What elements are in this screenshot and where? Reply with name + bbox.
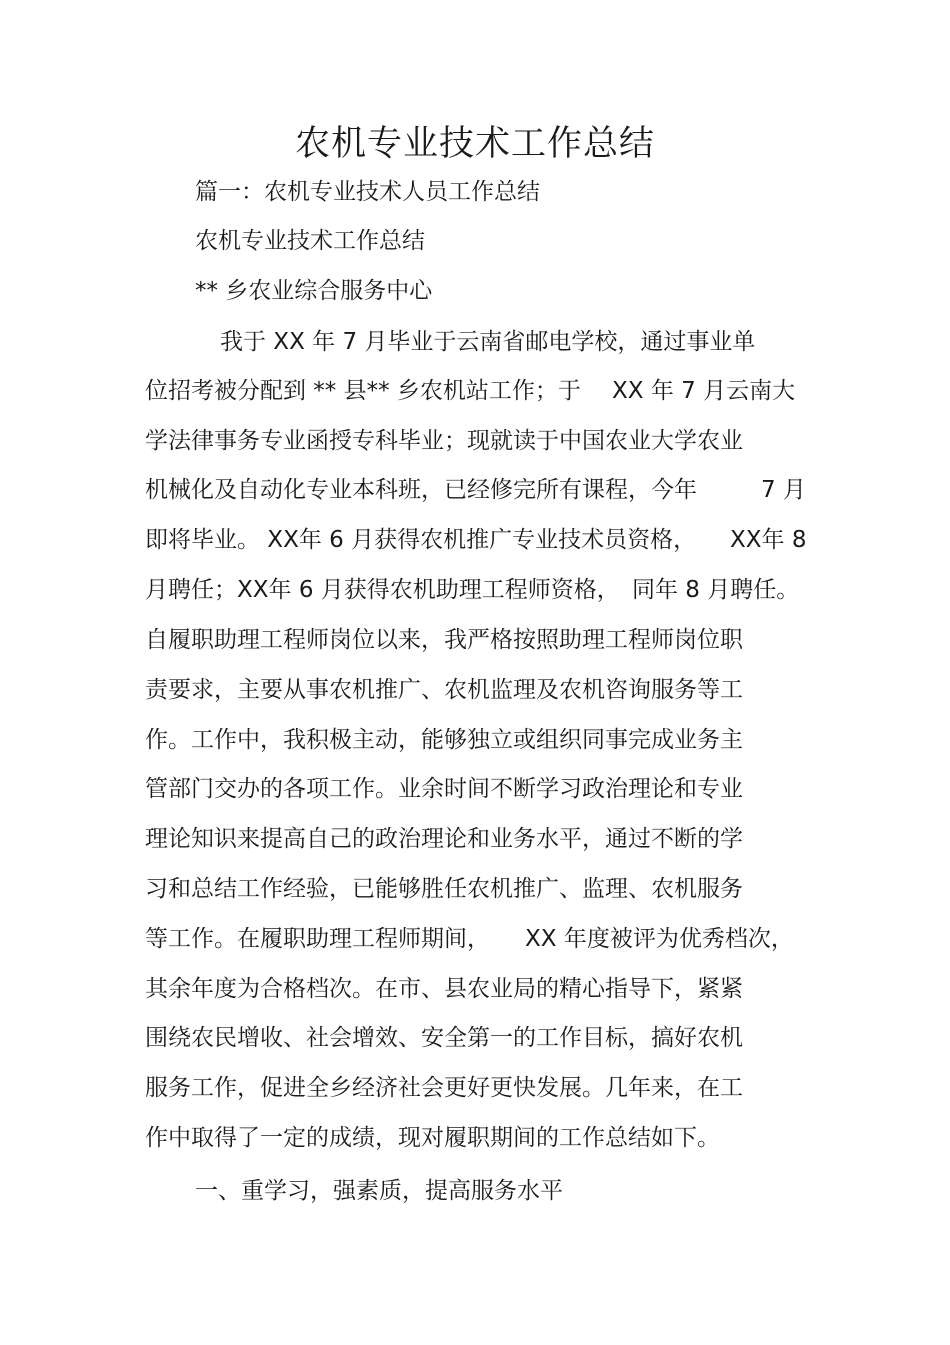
- text-segment: 围绕农民增收、社会增效、安全第一的工作目标，搞好农机: [145, 1025, 743, 1051]
- text-segment: 篇一：农机专业技术人员工作总结: [195, 179, 540, 205]
- text-segment: 理论知识来提高自己的政治理论和业务水平，通过不断的学: [145, 826, 743, 852]
- text-segment: 作中取得了一定的成绩，现对履职期间的工作总结如下。: [145, 1125, 720, 1151]
- text-segment: 管部门交办的各项工作。业余时间不断学习政治理论和专业: [145, 776, 743, 802]
- text-segment: 一、重学习，强素质，提高服务水平: [195, 1178, 563, 1204]
- text-segment: 月聘任；XX年 6 月获得农机助理工程师资格，: [145, 577, 620, 603]
- text-segment: 服务工作，促进全乡经济社会更好更快发展。几年来，在工: [145, 1075, 743, 1101]
- text-segment: 即将毕业。 XX年 6 月获得农机推广专业技术员资格，: [145, 527, 697, 553]
- text-segment: 责要求，主要从事农机推广、农机监理及农机咨询服务等工: [145, 677, 743, 703]
- text-segment: XX 年度被评为优秀档次，: [525, 926, 794, 952]
- text-segment: 农机专业技术工作总结: [195, 228, 425, 254]
- text-segment: 其余年度为合格档次。在市、县农业局的精心指导下，紧紧: [145, 976, 743, 1002]
- text-segment: 学法律事务专业函授专科毕业；现就读于中国农业大学农业: [145, 428, 743, 454]
- document-title: 农机专业技术工作总结: [294, 124, 655, 164]
- text-segment: XX年 8: [730, 527, 807, 553]
- text-segment: XX 年 7 月云南大: [612, 378, 796, 404]
- text-segment: 作。工作中，我积极主动，能够独立或组织同事完成业务主: [145, 727, 743, 753]
- text-segment: 7 月: [761, 477, 806, 503]
- text-segment: ** 乡农业综合服务中心: [195, 278, 433, 304]
- text-segment: 位招考被分配到 ** 县** 乡农机站工作；于: [145, 378, 581, 404]
- text-segment: 等工作。在履职助理工程师期间，: [145, 926, 490, 952]
- text-segment: 同年 8 月聘任。: [632, 577, 800, 603]
- text-segment: 自履职助理工程师岗位以来，我严格按照助理工程师岗位职: [145, 627, 743, 653]
- text-segment: 我于 XX 年 7 月毕业于云南省邮电学校，通过事业单: [220, 329, 756, 355]
- text-segment: 习和总结工作经验，已能够胜任农机推广、监理、农机服务: [145, 876, 743, 902]
- text-segment: 机械化及自动化专业本科班，已经修完所有课程，今年: [145, 477, 697, 503]
